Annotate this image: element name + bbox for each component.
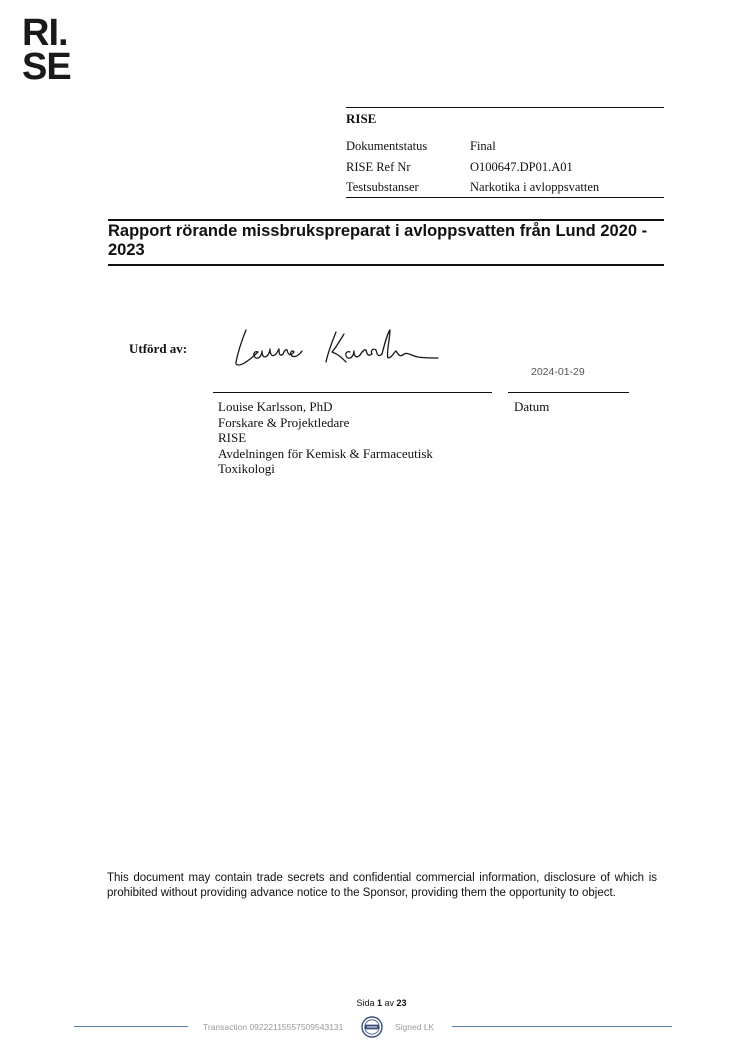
signing-footer [74, 1016, 672, 1038]
meta-value: Final [470, 139, 496, 153]
confidentiality-disclaimer: This document may contain trade secrets and confidential commercial information, disclosure of which is prohibited without providing advance notice to the Sponsor, providing them the opportunity to object. [107, 872, 657, 899]
meta-value: Narkotika i avloppsvatten [470, 180, 600, 194]
title-bottom-rule [108, 264, 664, 266]
meta-row-status [346, 139, 496, 154]
meta-label: RISE Ref Nr [346, 160, 411, 174]
meta-row-ref [346, 160, 573, 175]
meta-label: Dokumentstatus [346, 139, 428, 153]
footer-rule-right [452, 1026, 672, 1027]
rise-logo [22, 12, 82, 88]
date-rule [508, 392, 629, 393]
page-prefix: Sida [356, 998, 375, 1008]
signer-name: Louise Karlsson, PhD [218, 399, 333, 414]
verified-seal-icon [361, 1016, 383, 1038]
meta-row-substances [346, 180, 599, 195]
handwritten-signature [232, 318, 442, 374]
performed-by-label: Utförd av: [129, 341, 188, 356]
signed-initials: Signed LK [395, 1022, 435, 1032]
page-number [0, 998, 746, 1008]
date-label: Datum [514, 399, 550, 414]
page-total: 23 [396, 998, 407, 1008]
signature-date-value: 2024-01-29 [531, 366, 585, 378]
signer-department-cont: Toxikologi [218, 461, 275, 476]
logo-line-1: RI. [22, 12, 68, 54]
meta-bottom-rule [346, 197, 664, 198]
logo-line-2: SE [22, 46, 71, 88]
meta-label: Testsubstanser [346, 180, 419, 194]
document-title: Rapport rörande missbrukspreparat i avloppsvatten från Lund 2020 - 2023 [108, 222, 648, 259]
signer-details [218, 399, 508, 477]
title-top-rule [108, 219, 664, 221]
signer-role: Forskare & Projektledare [218, 414, 350, 430]
transaction-id: Transaction 09222115557509543131 [203, 1022, 344, 1032]
page-current: 1 [376, 998, 382, 1008]
signer-department: Avdelningen för Kemisk & Farmaceutisk [218, 445, 433, 461]
page-sep: av [384, 998, 395, 1008]
meta-top-rule [346, 107, 664, 108]
signer-organization: RISE [218, 430, 247, 445]
meta-value: O100647.DP01.A01 [470, 160, 573, 174]
meta-organization: RISE [346, 111, 377, 126]
signature-rule [213, 392, 492, 393]
footer-rule-left [74, 1026, 188, 1027]
